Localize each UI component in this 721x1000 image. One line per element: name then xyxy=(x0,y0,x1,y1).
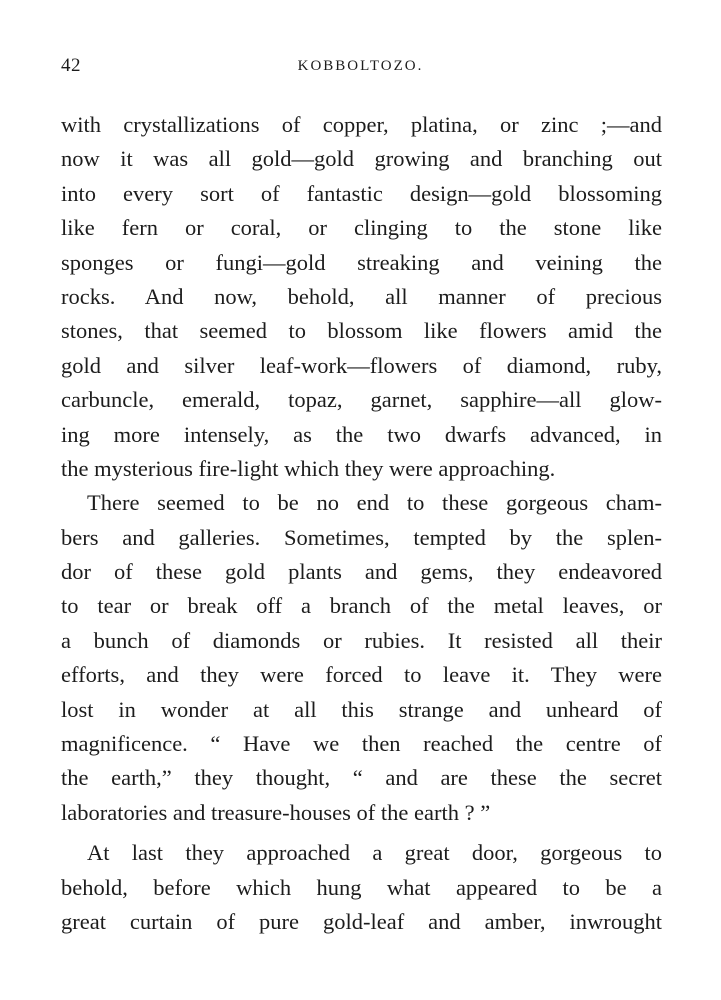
text-line: sponges or fungi—gold streaking and veining the xyxy=(61,249,662,275)
text-line: There seemed to be no end to these gorgeous cham- xyxy=(87,490,662,516)
text-line: a bunch of diamonds or rubies. It resisted all their xyxy=(61,627,662,653)
text-line: dor of these gold plants and gems, they endeavored xyxy=(61,559,662,585)
text-line: the mysterious fire-light which they were approaching. xyxy=(61,455,556,481)
paragraph-2 xyxy=(61,486,662,830)
page-number: 42 xyxy=(61,55,81,76)
text-line: efforts, and they were forced to leave it. They were xyxy=(61,662,662,688)
text-line: carbuncle, emerald, topaz, garnet, sapphire—all glow- xyxy=(61,387,662,413)
text-line: lost in wonder at all this strange and unheard of xyxy=(61,696,662,722)
text-line: gold and silver leaf-work—flowers of diamond, ruby, xyxy=(61,352,662,378)
text-line: like fern or coral, or clinging to the stone like xyxy=(61,215,662,241)
body-text xyxy=(61,108,662,939)
running-title: KOBBOLTOZO. xyxy=(297,58,424,74)
text-line: the earth,” they thought, “ and are these the secret xyxy=(61,765,662,791)
text-line: At last they approached a great door, gorgeous to xyxy=(87,840,662,866)
text-line: behold, before which hung what appeared to be a xyxy=(61,874,662,900)
text-line: laboratories and treasure-houses of the earth ? ” xyxy=(61,799,491,825)
text-line: now it was all gold—gold growing and branching out xyxy=(61,146,662,172)
text-line: bers and galleries. Sometimes, tempted by the splen- xyxy=(61,524,662,550)
text-line: ing more intensely, as the two dwarfs advanced, in xyxy=(61,421,662,447)
text-line: into every sort of fantastic design—gold blossoming xyxy=(61,180,662,206)
text-line: stones, that seemed to blossom like flowers amid the xyxy=(61,318,662,344)
text-line: great curtain of pure gold-leaf and amber, inwrought xyxy=(61,908,662,934)
paragraph-3 xyxy=(61,836,662,939)
text-line: rocks. And now, behold, all manner of precious xyxy=(61,283,662,309)
paragraph-1 xyxy=(61,108,662,486)
text-line: with crystallizations of copper, platina, or zinc ;—and xyxy=(61,112,662,137)
text-line: to tear or break off a branch of the metal leaves, or xyxy=(61,593,662,619)
text-line: magnificence. “ Have we then reached the centre of xyxy=(61,731,662,757)
